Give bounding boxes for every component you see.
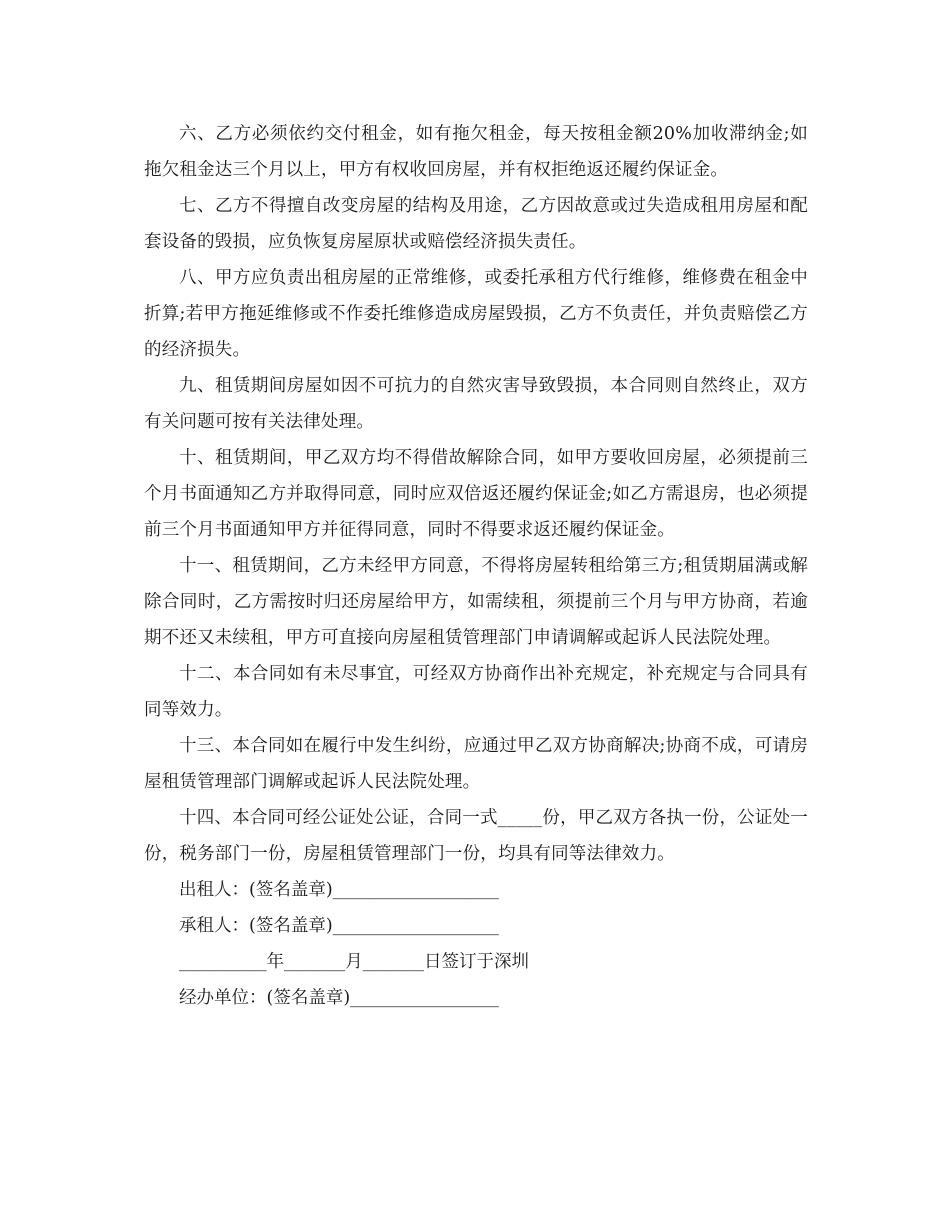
lessor-signature-line: 出租人：(签名盖章)___________________ <box>179 880 499 900</box>
clause-9: 九、租赁期间房屋如因不可抗力的自然灾害导致毁损，本合同则自然终止，双方有关问题可按有关法律处理。 <box>144 376 808 432</box>
clause-14: 十四、本合同可经公证处公证，合同一式_____份，甲乙双方各执一份，公证处一份，税务部门一份，房屋租赁管理部门一份，均具有同等法律效力。 <box>144 808 808 864</box>
clause-8: 八、甲方应负责出租房屋的正常维修，或委托承租方代行维修，维修费在租金中折算;若甲方拖延维修或不作委托维修造成房屋毁损，乙方不负责任，并负责赔偿乙方的经济损失。 <box>144 268 808 360</box>
clause-7: 七、乙方不得擅自改变房屋的结构及用途，乙方因故意或过失造成租用房屋和配套设备的毁损，应负恢复房屋原状或赔偿经济损失责任。 <box>144 196 808 252</box>
clause-10: 十、租赁期间，甲乙双方均不得借故解除合同，如甲方要收回房屋，必须提前三个月书面通知乙方并取得同意，同时应双倍返还履约保证金;如乙方需退房，也必须提前三个月书面通知甲方并征得同意，同时不得要求返还履约保证金。 <box>144 448 808 540</box>
clause-13: 十三、本合同如在履行中发生纠纷，应通过甲乙双方协商解决;协商不成，可请房屋租赁管理部门调解或起诉人民法院处理。 <box>144 736 808 792</box>
clause-11: 十一、租赁期间，乙方未经甲方同意，不得将房屋转租给第三方;租赁期届满或解除合同时，乙方需按时归还房屋给甲方，如需续租，须提前三个月与甲方协商，若逾期不还又未续租，甲方可直接向房屋租赁管理部门申请调解或起诉人民法院处理。 <box>144 556 808 648</box>
clause-6: 六、乙方必须依约交付租金，如有拖欠租金，每天按租金额20%加收滞纳金;如拖欠租金达三个月以上，甲方有权收回房屋，并有权拒绝返还履约保证金。 <box>144 124 808 180</box>
agency-signature-line: 经办单位：(签名盖章)_________________ <box>179 988 499 1008</box>
contract-body <box>144 116 808 1016</box>
clause-12: 十二、本合同如有未尽事宜，可经双方协商作出补充规定，补充规定与合同具有同等效力。 <box>144 664 808 720</box>
signature-block <box>144 872 808 1016</box>
signing-date-line: __________年_______月_______日签订于深圳 <box>179 952 529 972</box>
lessee-signature-line: 承租人：(签名盖章)___________________ <box>179 916 499 936</box>
